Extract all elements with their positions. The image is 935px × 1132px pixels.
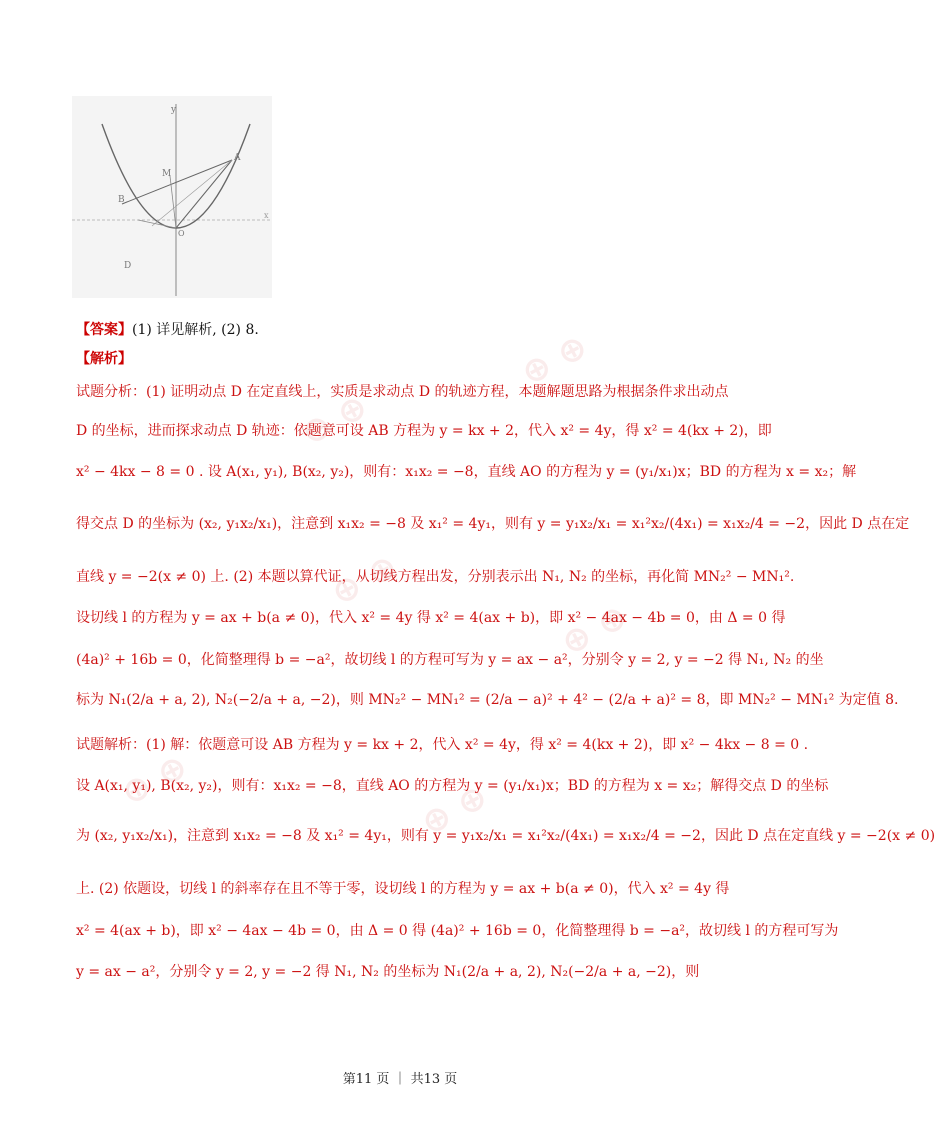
watermark: ⊕ ⊕ (324, 546, 405, 614)
text-line: 直线 y = −2(x ≠ 0) 上. (2) 本题以算代证，从切线方程出发，分别表示出 N₁, N₂ 的坐标，再化简 MN₂² − MN₁². (76, 569, 795, 585)
watermark: ⊕ ⊕ (554, 596, 635, 664)
text-line: 设切线 l 的方程为 y = ax + b(a ≠ 0)，代入 x² = 4y 得 x² = 4(ax + b)，即 x² − 4ax − 4b = 0，由 Δ = 0 得 (76, 610, 786, 626)
text-line: 试题分析：(1) 证明动点 D 在定直线上，实质是求动点 D 的轨迹方程，本题解题思路为根据条件求出动点 (76, 384, 729, 400)
text-line: y = ax − a²，分别令 y = 2, y = −2 得 N₁, N₂ 的坐标为 N₁(2/a + a, 2), N₂(−2/a + a, −2)，则 (76, 964, 700, 980)
analysis-tag: 【解析】 (76, 351, 132, 367)
label-y: y (171, 105, 177, 115)
answer-row (76, 319, 259, 339)
text-line: 设 A(x₁, y₁), B(x₂, y₂)，则有：x₁x₂ = −8，直线 AO 的方程为 y = (y₁/x₁)x；BD 的方程为 x = x₂；解得交点 D 的坐标 (76, 778, 829, 794)
label-a: A (234, 153, 241, 163)
text-line: D 的坐标，进而探求动点 D 轨迹：依题意可设 AB 方程为 y = kx + 2，代入 x² = 4y，得 x² = 4(kx + 2)，即 (76, 423, 772, 439)
label-x: x (264, 211, 269, 220)
text-line: 为 (x₂, y₁x₂/x₁)，注意到 x₁x₂ = −8 及 x₁² = 4y₁，则有 y = y₁x₂/x₁ = x₁²x₂/(4x₁) = x₁x₂/4 = −2，因此 D 点在定直线 y = −2(x ≠ 0) (76, 828, 935, 844)
watermark: ⊕ ⊕ (294, 386, 375, 454)
text-line: 试题解析：(1) 解：依题意可设 AB 方程为 y = kx + 2，代入 x² = 4y，得 x² = 4(kx + 2)，即 x² − 4kx − 8 = 0 . (76, 737, 809, 753)
label-b: B (118, 195, 125, 205)
watermark: ⊕ ⊕ (414, 776, 495, 844)
label-m: M (162, 169, 172, 179)
page-footer: 第11 页 ｜ 共13 页 (342, 1072, 458, 1087)
text-line: 上. (2) 依题设，切线 l 的斜率存在且不等于零，设切线 l 的方程为 y = ax + b(a ≠ 0)，代入 x² = 4y 得 (76, 881, 730, 897)
text-line: x² − 4kx − 8 = 0 . 设 A(x₁, y₁), B(x₂, y₂)，则有：x₁x₂ = −8，直线 AO 的方程为 y = (y₁/x₁)x；BD 的方程为 x = x₂；解 (76, 464, 857, 480)
parabola-diagram (72, 96, 272, 298)
label-o: O (178, 229, 185, 238)
line-ao (176, 160, 232, 228)
answer-tag: 【答案】 (76, 322, 132, 338)
text-line: 标为 N₁(2/a + a, 2), N₂(−2/a + a, −2)，则 MN₂² − MN₁² = (2/a − a)² + 4² − (2/a + a)² = 8，即 MN₂² − MN₁² 为定值 8. (76, 692, 899, 708)
watermark: ⊕ ⊕ (114, 746, 195, 814)
watermark: ⊕ ⊕ (514, 326, 595, 394)
text-line: (4a)² + 16b = 0，化简整理得 b = −a²，故切线 l 的方程可写为 y = ax − a²，分别令 y = 2, y = −2 得 N₁, N₂ 的坐 (76, 652, 824, 668)
answer-text: (1) 详见解析, (2) 8. (132, 322, 259, 338)
analysis-tag-row (76, 348, 132, 368)
text-line: x² = 4(ax + b)，即 x² − 4ax − 4b = 0，由 Δ = 0 得 (4a)² + 16b = 0，化简整理得 b = −a²，故切线 l 的方程可写为 (76, 923, 839, 939)
label-d: D (124, 261, 132, 271)
text-line: 得交点 D 的坐标为 (x₂, y₁x₂/x₁)，注意到 x₁x₂ = −8 及 x₁² = 4y₁，则有 y = y₁x₂/x₁ = x₁²x₂/(4x₁) = x₁x₂/4 = −2，因此 D 点在定 (76, 516, 910, 532)
parabola-figure (72, 96, 272, 298)
